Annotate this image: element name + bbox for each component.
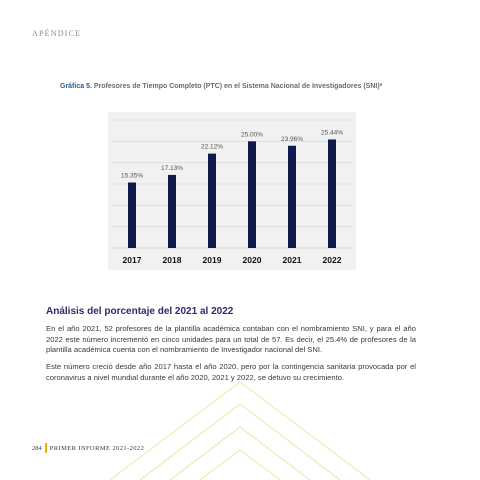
data-label: 25.44%	[320, 129, 344, 137]
data-label: 22.12%	[200, 143, 224, 151]
paragraph-1: En el año 2021, 52 profesores de la plantilla académica contaban con el nombramiento SNI, y para el año 2022 este número incrementó en cinco unidades para un total de 57. Es decir, el 25.4% de profesores de la plantilla académica cuenta con el nombramiento de Investigador nacional del SNI.	[46, 324, 416, 355]
figure-number: Gráfica 5.	[60, 83, 92, 90]
bar-2022	[328, 139, 336, 248]
bar-2021	[288, 146, 296, 248]
data-label: 25.00%	[240, 131, 264, 139]
data-label: 15.35%	[120, 172, 144, 180]
data-label: 23.96%	[280, 135, 304, 143]
x-tick-label: 2020	[242, 255, 262, 265]
bar-2019	[208, 154, 216, 248]
data-label: 17.13%	[160, 164, 184, 172]
footer-accent-bar	[45, 443, 47, 453]
chart-svg	[108, 112, 356, 270]
bar-2018	[168, 175, 176, 248]
paragraph-2: Este número creció desde año 2017 hasta el año 2020, pero por la contingencia sanitaria provocada por el coronavirus a nivel mundial durante el año 2020, 2021 y 2022, se detuvo su crecimiento.	[46, 362, 416, 382]
page-footer	[32, 443, 144, 453]
bar-chart	[108, 112, 356, 270]
figure-caption: Profesores de Tiempo Completo (PTC) en el Sistema Nacional de Investigadores (SNI)*	[93, 83, 383, 90]
section-heading: Análisis del porcentaje del 2021 al 2022	[46, 306, 234, 317]
bar-2017	[128, 183, 136, 248]
footer-report-title: PRIMER INFORME 2021-2022	[49, 444, 145, 452]
x-tick-label: 2021	[282, 255, 302, 265]
figure-title	[60, 83, 460, 90]
section-header-label: APÉNDICE	[32, 29, 82, 38]
page-number: 284	[32, 444, 42, 452]
x-tick-label: 2019	[202, 255, 222, 265]
x-tick-label: 2017	[122, 255, 142, 265]
x-tick-label: 2022	[322, 255, 342, 265]
bar-2020	[248, 141, 256, 248]
x-tick-label: 2018	[162, 255, 182, 265]
